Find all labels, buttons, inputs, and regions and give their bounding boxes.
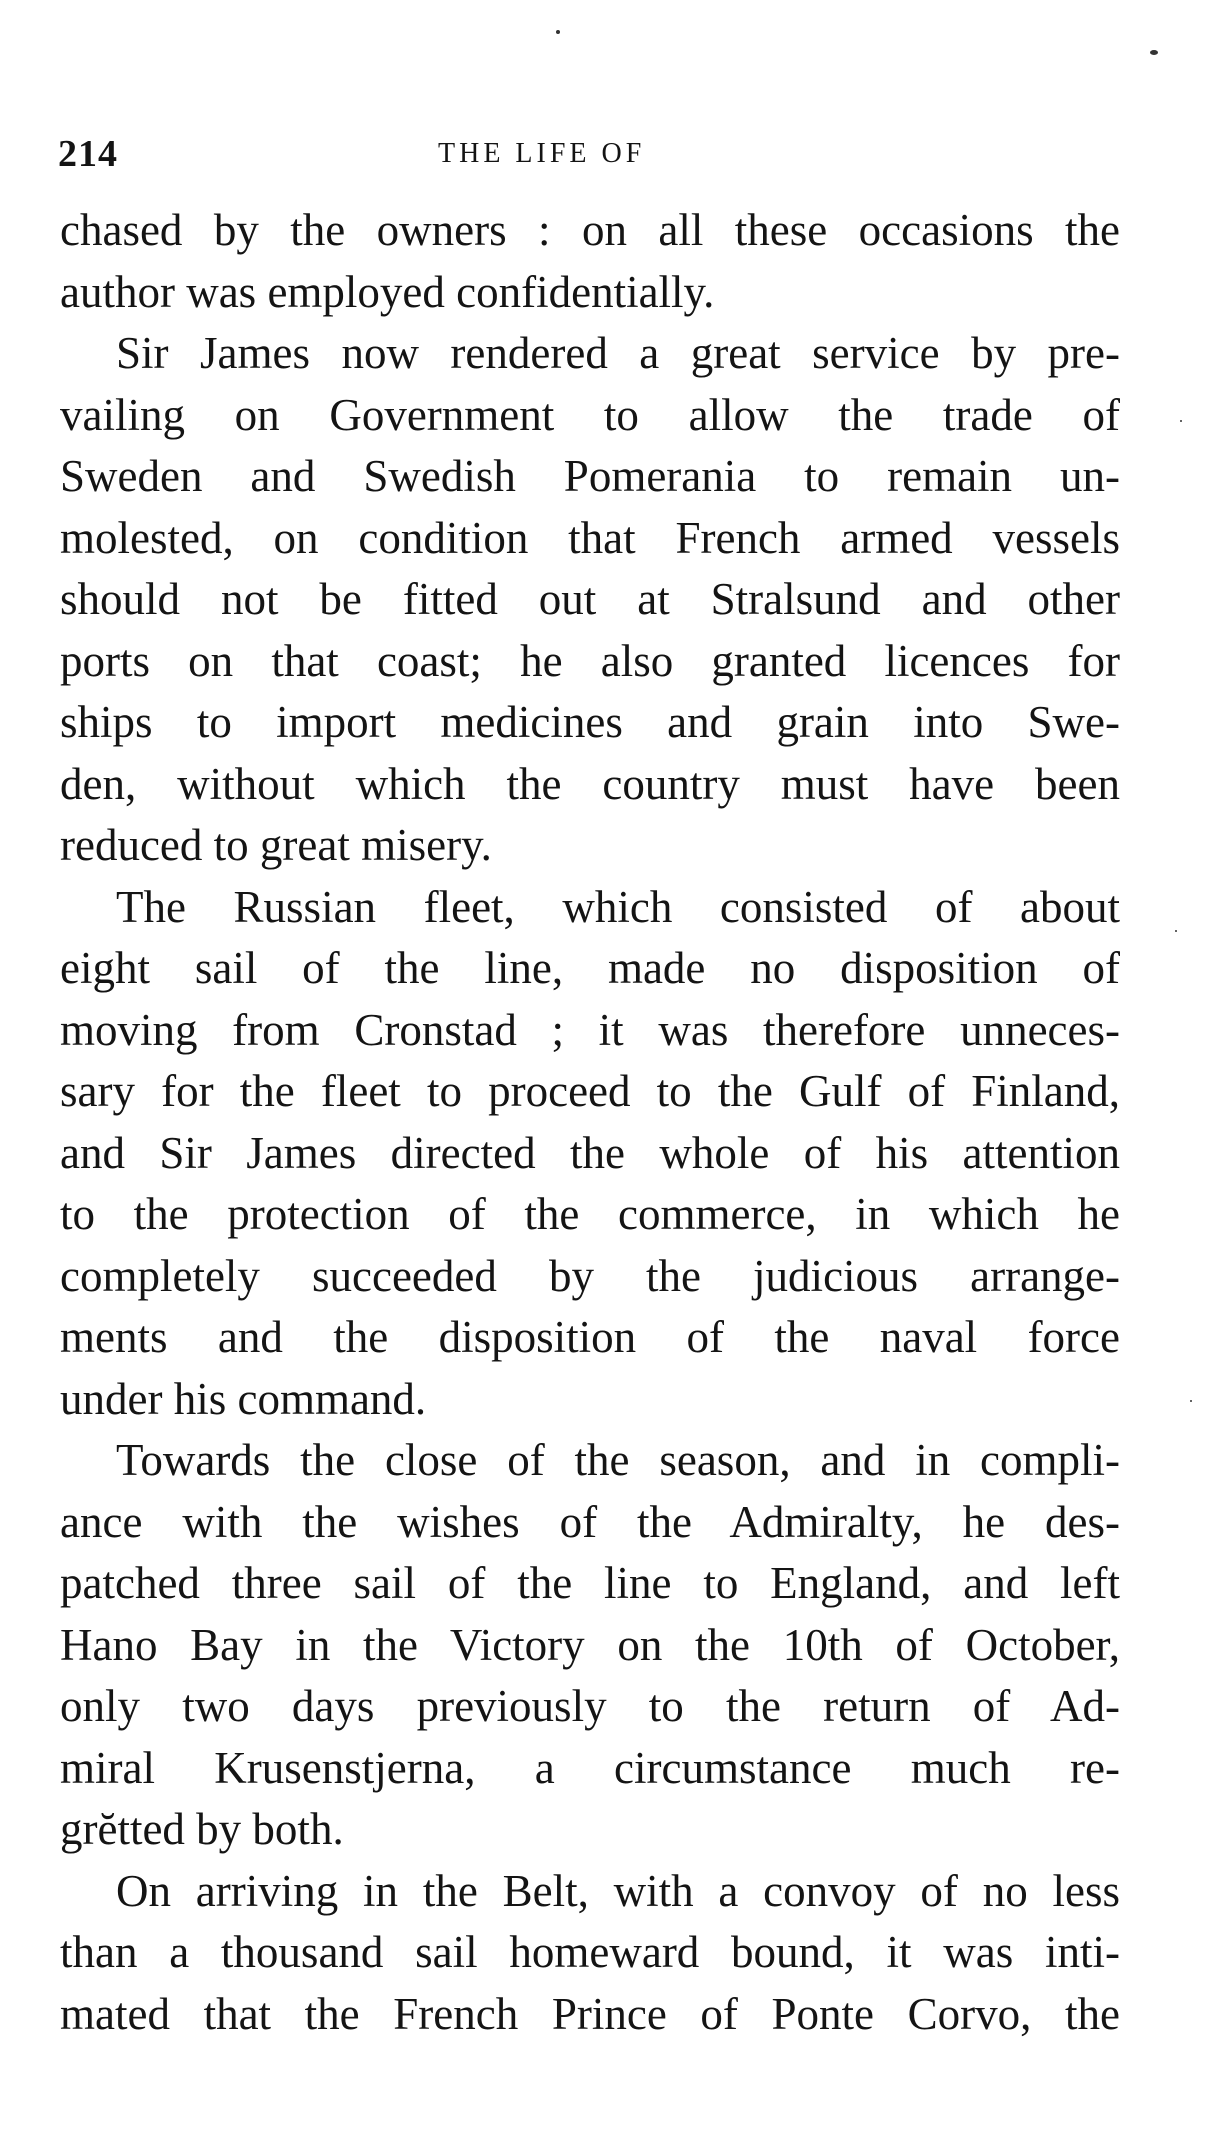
body-text [60, 200, 1120, 2045]
text-line: to the protection of the commerce, in which he [60, 1189, 1120, 1239]
text-line: ments and the disposition of the naval force [60, 1312, 1120, 1362]
running-head: THE LIFE OF [438, 138, 646, 169]
text-line: completely succeeded by the judicious arrange- [60, 1250, 1120, 1301]
text-line: The Russian fleet, which consisted of about [116, 881, 1120, 932]
text-line: Towards the close of the season, and in compli- [116, 1435, 1120, 1485]
scan-speck [1175, 930, 1177, 932]
text-line: Hano Bay in the Victory on the 10th of October, [60, 1619, 1120, 1670]
scan-speck [1190, 1400, 1192, 1402]
text-line: ships to import medicines and grain into Swe- [60, 697, 1120, 747]
text-line: only two days previously to the return of Ad- [60, 1681, 1120, 1731]
scan-speck [556, 30, 560, 34]
page-header [58, 132, 1118, 182]
text-line: Sir James now rendered a great service by pre- [116, 328, 1120, 378]
text-line: chased by the owners : on all these occasions the [60, 205, 1120, 255]
text-line: eight sail of the line, made no disposition of [60, 943, 1120, 993]
page-number: 214 [58, 133, 118, 175]
text-line: author was employed confidentially. [60, 266, 715, 317]
text-line: reduced to great misery. [60, 820, 492, 870]
text-line: ance with the wishes of the Admiralty, he des- [60, 1496, 1120, 1547]
text-line: miral Krusenstjerna, a circumstance much re- [60, 1742, 1120, 1793]
text-line: vailing on Government to allow the trade of [60, 389, 1120, 440]
text-line: sary for the fleet to proceed to the Gulf of Finland, [60, 1066, 1120, 1116]
text-line: should not be fitted out at Stralsund and other [60, 574, 1120, 624]
text-line: under his command. [60, 1373, 427, 1424]
text-line: and Sir James directed the whole of his attention [60, 1127, 1120, 1178]
text-line: ports on that coast; he also granted licences for [60, 635, 1120, 686]
text-line: mated that the French Prince of Ponte Corvo, the [60, 1988, 1120, 2039]
text-line: molested, on condition that French armed vessels [60, 512, 1120, 563]
text-line: moving from Cronstad ; it was therefore unneces- [60, 1004, 1120, 1055]
text-line: patched three sail of the line to England, and left [60, 1558, 1120, 1608]
scan-speck [1180, 420, 1182, 422]
text-line: than a thousand sail homeward bound, it was inti- [60, 1927, 1120, 1977]
text-line: Sweden and Swedish Pomerania to remain un- [60, 451, 1120, 501]
scan-speck [1150, 50, 1158, 55]
text-line: On arriving in the Belt, with a convoy of no less [116, 1865, 1120, 1916]
text-line: grĕtted by both. [60, 1804, 344, 1854]
text-line: den, without which the country must have been [60, 758, 1120, 809]
